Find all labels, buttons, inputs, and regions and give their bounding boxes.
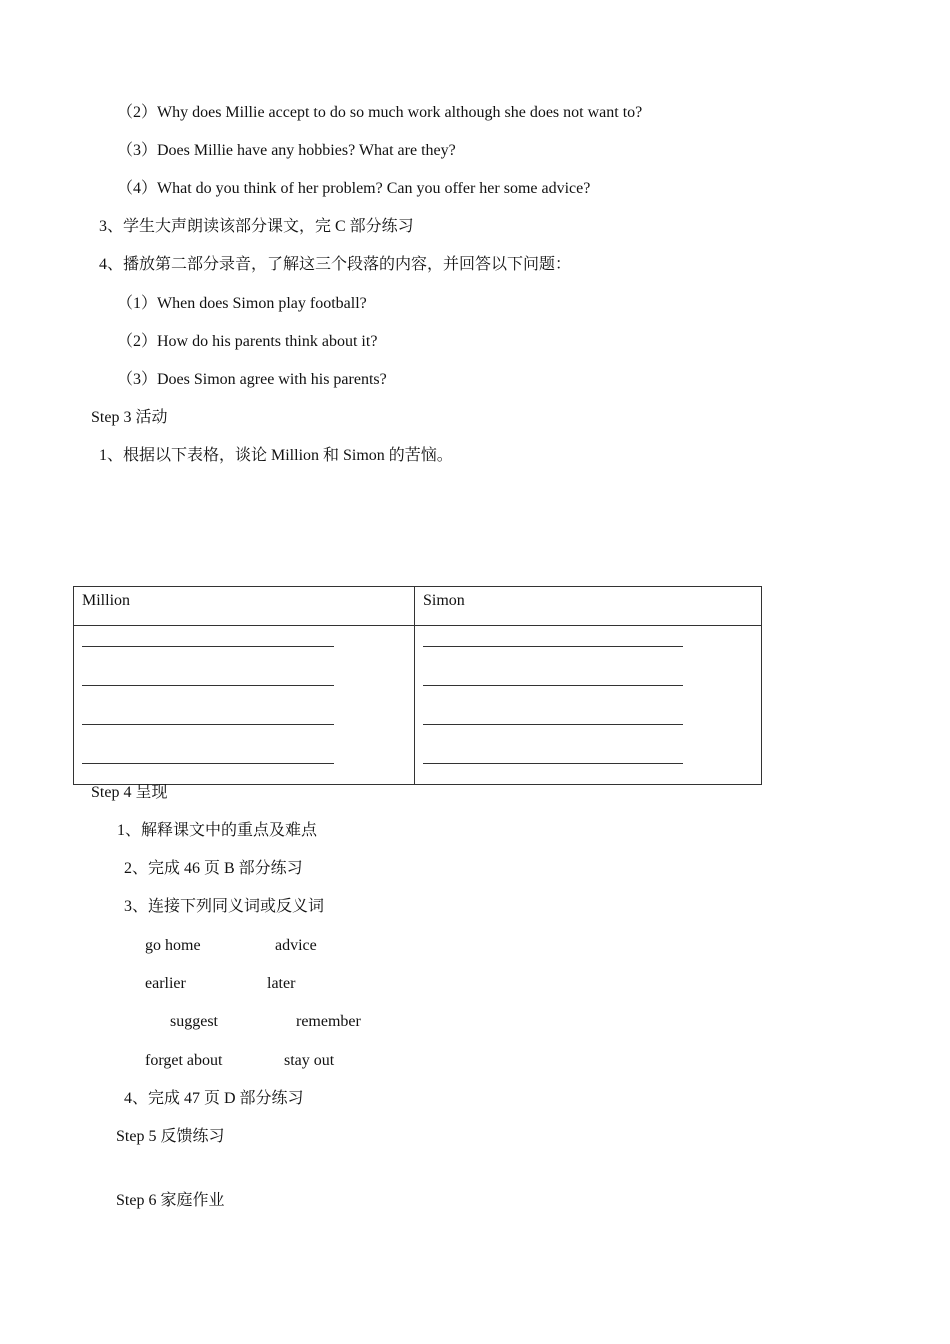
question-line: （3）Does Millie have any hobbies? What are they? [117, 142, 456, 159]
step4-item: 2、完成 46 页 B 部分练习 [124, 860, 303, 877]
step3-title: Step 3 活动 [91, 409, 168, 426]
question-line: （2）How do his parents think about it? [117, 333, 378, 350]
answer-blank-line[interactable] [423, 743, 683, 764]
million-answer-cell [74, 626, 415, 785]
answer-blank-line[interactable] [82, 743, 334, 764]
pair-left-word: earlier [145, 975, 186, 992]
pair-right-word: stay out [284, 1052, 335, 1069]
pair-right-word: later [267, 975, 296, 992]
question-line: （3）Does Simon agree with his parents? [117, 371, 387, 388]
step-item: 4、播放第二部分录音，了解这三个段落的内容，并回答以下问题： [99, 256, 572, 273]
pair-right-word: remember [296, 1013, 361, 1030]
step4-item: 3、连接下列同义词或反义词 [124, 898, 325, 915]
question-line: （2）Why does Millie accept to do so much work although she does not want to? [117, 104, 643, 121]
table-header-simon: Simon [415, 587, 762, 626]
question-line: （1）When does Simon play football? [117, 295, 367, 312]
table-header-million: Million [74, 587, 415, 626]
step4-item: 1、解释课文中的重点及难点 [117, 822, 318, 839]
answer-blank-line[interactable] [82, 626, 334, 647]
answer-blank-line[interactable] [82, 704, 334, 725]
step5-title: Step 5 反馈练习 [116, 1128, 225, 1145]
step3-item: 1、根据以下表格，谈论 Million 和 Simon 的苦恼。 [99, 447, 453, 464]
step4-title: Step 4 呈现 [91, 784, 168, 801]
simon-answer-cell [415, 626, 762, 785]
pair-left-word: suggest [170, 1013, 218, 1030]
step-item: 3、学生大声朗读该部分课文，完 C 部分练习 [99, 218, 414, 235]
answer-blank-line[interactable] [423, 626, 683, 647]
answer-blank-line[interactable] [423, 704, 683, 725]
step4-item: 4、完成 47 页 D 部分练习 [124, 1090, 304, 1107]
pair-left-word: go home [145, 937, 201, 954]
answer-blank-line[interactable] [423, 665, 683, 686]
pair-left-word: forget about [145, 1052, 223, 1069]
pair-right-word: advice [275, 937, 317, 954]
answer-blank-line[interactable] [82, 665, 334, 686]
step6-title: Step 6 家庭作业 [116, 1192, 225, 1209]
question-line: （4）What do you think of her problem? Can you offer her some advice? [117, 180, 591, 197]
troubles-table [73, 586, 762, 785]
